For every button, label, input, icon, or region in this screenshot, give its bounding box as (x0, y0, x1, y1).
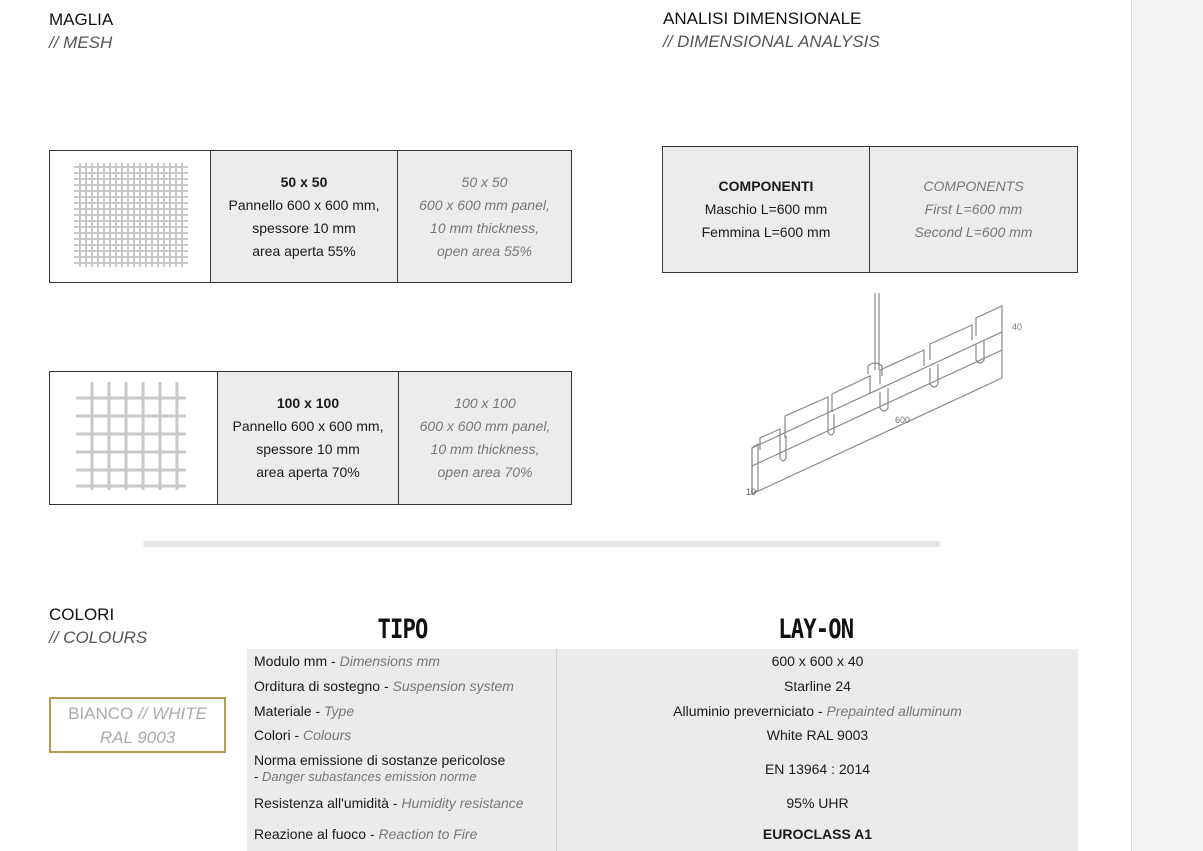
row-value-colours: White RAL 9003 (766, 727, 869, 743)
swatch-name-en: // WHITE (137, 704, 207, 723)
row-value-dimensions: 600 x 600 x 40 (771, 653, 864, 669)
row-label-emission: Norma emissione di sostanze pericolose - Danger subastances emission norme (254, 752, 506, 784)
swatch-name (51, 702, 224, 726)
mesh-image-cell (50, 372, 218, 505)
row-label-suspension: Orditura di sostegno - Suspension system (254, 678, 514, 694)
mesh-100-panel-en: 600 x 600 mm panel, (419, 418, 551, 434)
mesh-table-50 (49, 150, 572, 283)
components-italian-cell (663, 147, 870, 273)
mesh-100-size: 100 x 100 (276, 395, 340, 411)
mesh-100-thickness-en: 10 mm thickness, (430, 441, 540, 457)
mesh-50-open-area: area aperta 55% (252, 242, 356, 259)
mesh-50-thickness-en: 10 mm thickness, (430, 219, 539, 236)
mesh-50-size-en: 50 x 50 (461, 173, 508, 190)
mesh-100-panel: Pannello 600 x 600 mm, (232, 418, 384, 434)
mesh-subtitle: // MESH (49, 33, 113, 52)
mesh-100-english-cell (399, 372, 572, 505)
colours-subtitle: // COLOURS (49, 628, 148, 647)
mesh-50-open-area-en: open area 55% (437, 242, 532, 259)
row-label-humidity: Resistenza all'umidità - Humidity resistance (254, 795, 524, 811)
components-table (662, 146, 1078, 273)
mesh-100-open-area-en: open area 70% (437, 464, 533, 480)
label-width: 10 (746, 487, 757, 497)
row-value-humidity: 95% UHR (786, 795, 849, 811)
dimensional-subtitle: // DIMENSIONAL ANALYSIS (663, 32, 880, 51)
lay-on-profile-drawing (740, 290, 1040, 505)
coarse-grid-mesh-icon (50, 372, 217, 497)
components-title-en: COMPONENTS (923, 178, 1024, 194)
row-label-fire: Reazione al fuoco - Reaction to Fire (254, 826, 478, 842)
components-male: Maschio L=600 mm (704, 201, 828, 217)
swatch-name-it: BIANCO (68, 704, 134, 723)
components-second-en: Second L=600 mm (914, 224, 1033, 240)
mesh-100-size-en: 100 x 100 (454, 395, 516, 411)
label-length: 600 (895, 415, 911, 425)
row-value-suspension: Starline 24 (784, 678, 851, 694)
swatch-code: RAL 9003 (99, 728, 176, 747)
components-english-cell (870, 147, 1078, 273)
row-value-material: Alluminio preverniciato - Prepainted alluminum (673, 703, 962, 719)
row-value-fire: EUROCLASS A1 (762, 826, 873, 842)
mesh-100-italian-cell (218, 372, 399, 505)
colours-title: COLORI (49, 605, 115, 624)
section-divider (143, 541, 941, 547)
fine-grid-mesh-icon (50, 151, 210, 275)
row-label-dimensions: Modulo mm - Dimensions mm (254, 653, 440, 669)
label-height: 40 (1012, 322, 1023, 332)
color-swatch-white (49, 697, 226, 753)
mesh-100-open-area: area aperta 70% (256, 464, 360, 480)
mesh-50-italian-cell (211, 151, 398, 283)
row-label-colours: Colori - Colours (254, 727, 352, 743)
right-margin-strip (1131, 0, 1203, 851)
mesh-image-cell (50, 151, 211, 283)
mesh-50-english-cell (398, 151, 572, 283)
mesh-50-thickness: spessore 10 mm (252, 219, 356, 236)
components-title: COMPONENTI (718, 178, 814, 194)
lay-on-header: LAY-ON (778, 614, 854, 645)
components-first-en: First L=600 mm (924, 201, 1023, 217)
type-header: TIPO (377, 614, 428, 645)
row-value-emission: EN 13964 : 2014 (764, 761, 871, 777)
mesh-50-panel-en: 600 x 600 mm panel, (419, 196, 550, 213)
mesh-100-thickness: spessore 10 mm (256, 441, 360, 457)
components-female: Femmina L=600 mm (701, 224, 831, 240)
mesh-50-size: 50 x 50 (280, 173, 328, 190)
mesh-title: MAGLIA (49, 10, 114, 29)
dimensional-title: ANALISI DIMENSIONALE (663, 9, 862, 28)
row-label-material: Materiale - Type (254, 703, 355, 719)
mesh-50-panel: Pannello 600 x 600 mm, (228, 196, 380, 213)
mesh-table-100 (49, 371, 572, 505)
